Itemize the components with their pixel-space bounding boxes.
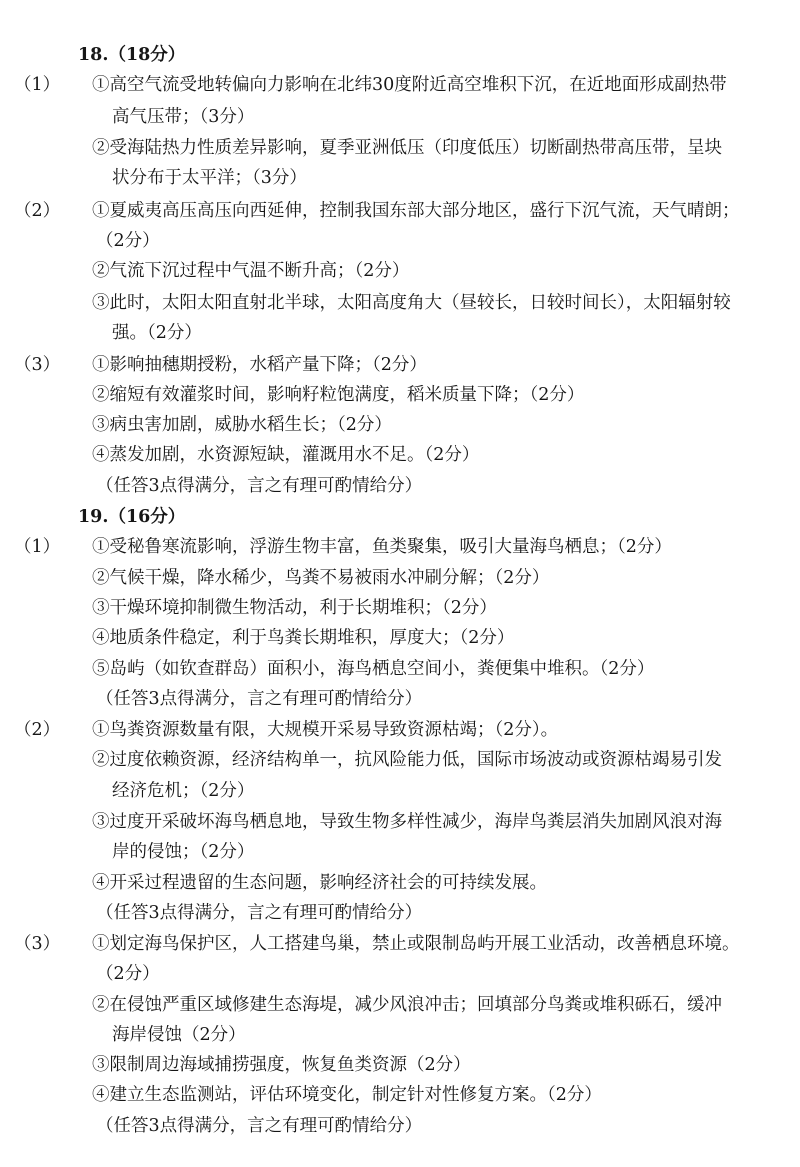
q19-part2-item2-cont: 经济危机；（2分） (112, 781, 255, 801)
q18-part2-item3: ③此时，太阳太阳直射北半球，太阳高度角大（昼较长，日较时间长），太阳辐射较 (92, 293, 731, 313)
q18-part1-item1-cont: 高气压带；（3分） (112, 107, 255, 127)
q19-part3-item1-cont: （2分） (96, 964, 160, 984)
q18-part3-item2: ②缩短有效灌浆时间，影响籽粒饱满度，稻米质量下降；（2分） (92, 385, 585, 405)
q19-part1-item5: ⑤岛屿（如钦查群岛）面积小，海鸟栖息空间小，粪便集中堆积。（2分） (92, 659, 655, 679)
q19-part1-item4: ④地质条件稳定，利于鸟粪长期堆积，厚度大；（2分） (92, 628, 515, 648)
q18-part1-label: （1） (14, 75, 61, 95)
q19-part1-item1: ①受秘鲁寒流影响，浮游生物丰富，鱼类聚集，吸引大量海鸟栖息；（2分） (92, 537, 672, 557)
q18-part2-item1-cont: （2分） (96, 231, 160, 251)
q18-part2-item1: ①夏威夷高压高压向西延伸，控制我国东部大部分地区，盛行下沉气流，天气晴朗； (92, 201, 740, 221)
q19-part3-item1: ①划定海鸟保护区，人工搭建鸟巢，禁止或限制岛屿开展工业活动，改善栖息环境。 (92, 934, 740, 954)
q19-part2-note: （任答3点得满分，言之有理可酌情给分） (96, 903, 423, 923)
q18-part2-label: （2） (14, 201, 61, 221)
q18-heading: 18.（18分） (78, 45, 186, 65)
q18-part3-item4: ④蒸发加剧，水资源短缺，灌溉用水不足。（2分） (92, 445, 480, 465)
q19-part3-label: （3） (14, 934, 61, 954)
q18-part1-item1: ①高空气流受地转偏向力影响在北纬30度附近高空堆积下沉，在近地面形成副热带 (92, 75, 727, 95)
q19-part3-item3: ③限制周边海域捕捞强度，恢复鱼类资源（2分） (92, 1055, 471, 1075)
q19-part1-note: （任答3点得满分，言之有理可酌情给分） (96, 689, 423, 709)
q19-part3-item2: ②在侵蚀严重区域修建生态海堤，减少风浪冲击；回填部分鸟粪或堆积砾石，缓冲 (92, 995, 722, 1015)
q19-part2-item4: ④开采过程遗留的生态问题，影响经济社会的可持续发展。 (92, 873, 547, 893)
q19-part3-item4: ④建立生态监测站，评估环境变化，制定针对性修复方案。（2分） (92, 1085, 602, 1105)
q18-part3-label: （3） (14, 355, 61, 375)
q18-part1-item2: ②受海陆热力性质差异影响，夏季亚洲低压（印度低压）切断副热带高压带，呈块 (92, 138, 722, 158)
q19-part2-item3-cont: 岸的侵蚀；（2分） (112, 842, 255, 862)
q19-part1-label: （1） (14, 537, 61, 557)
q19-heading: 19.（16分） (78, 507, 186, 527)
q19-part2-item3: ③过度开采破坏海鸟栖息地，导致生物多样性减少，海岸鸟粪层消失加剧风浪对海 (92, 812, 722, 832)
q19-part2-item1: ①鸟粪资源数量有限，大规模开采易导致资源枯竭；（2分）。 (92, 720, 559, 740)
q19-part1-item2: ②气候干燥，降水稀少，鸟粪不易被雨水冲刷分解；（2分） (92, 568, 550, 588)
q18-part1-item2-cont: 状分布于太平洋；（3分） (112, 168, 307, 188)
q19-part2-item2: ②过度依赖资源，经济结构单一，抗风险能力低，国际市场波动或资源枯竭易引发 (92, 750, 722, 770)
q18-part2-item2: ②气流下沉过程中气温不断升高；（2分） (92, 261, 410, 281)
q18-part3-item3: ③病虫害加剧，威胁水稻生长；（2分） (92, 415, 392, 435)
q18-part3-note: （任答3点得满分，言之有理可酌情给分） (96, 476, 423, 496)
q19-part2-label: （2） (14, 720, 61, 740)
q18-part2-item3-cont: 强。（2分） (112, 323, 202, 343)
q19-part1-item3: ③干燥环境抑制微生物活动，利于长期堆积；（2分） (92, 598, 497, 618)
q19-part3-note: （任答3点得满分，言之有理可酌情给分） (96, 1116, 423, 1136)
q18-part3-item1: ①影响抽穗期授粉，水稻产量下降；（2分） (92, 355, 427, 375)
q19-part3-item2-cont: 海岸侵蚀（2分） (112, 1025, 246, 1045)
